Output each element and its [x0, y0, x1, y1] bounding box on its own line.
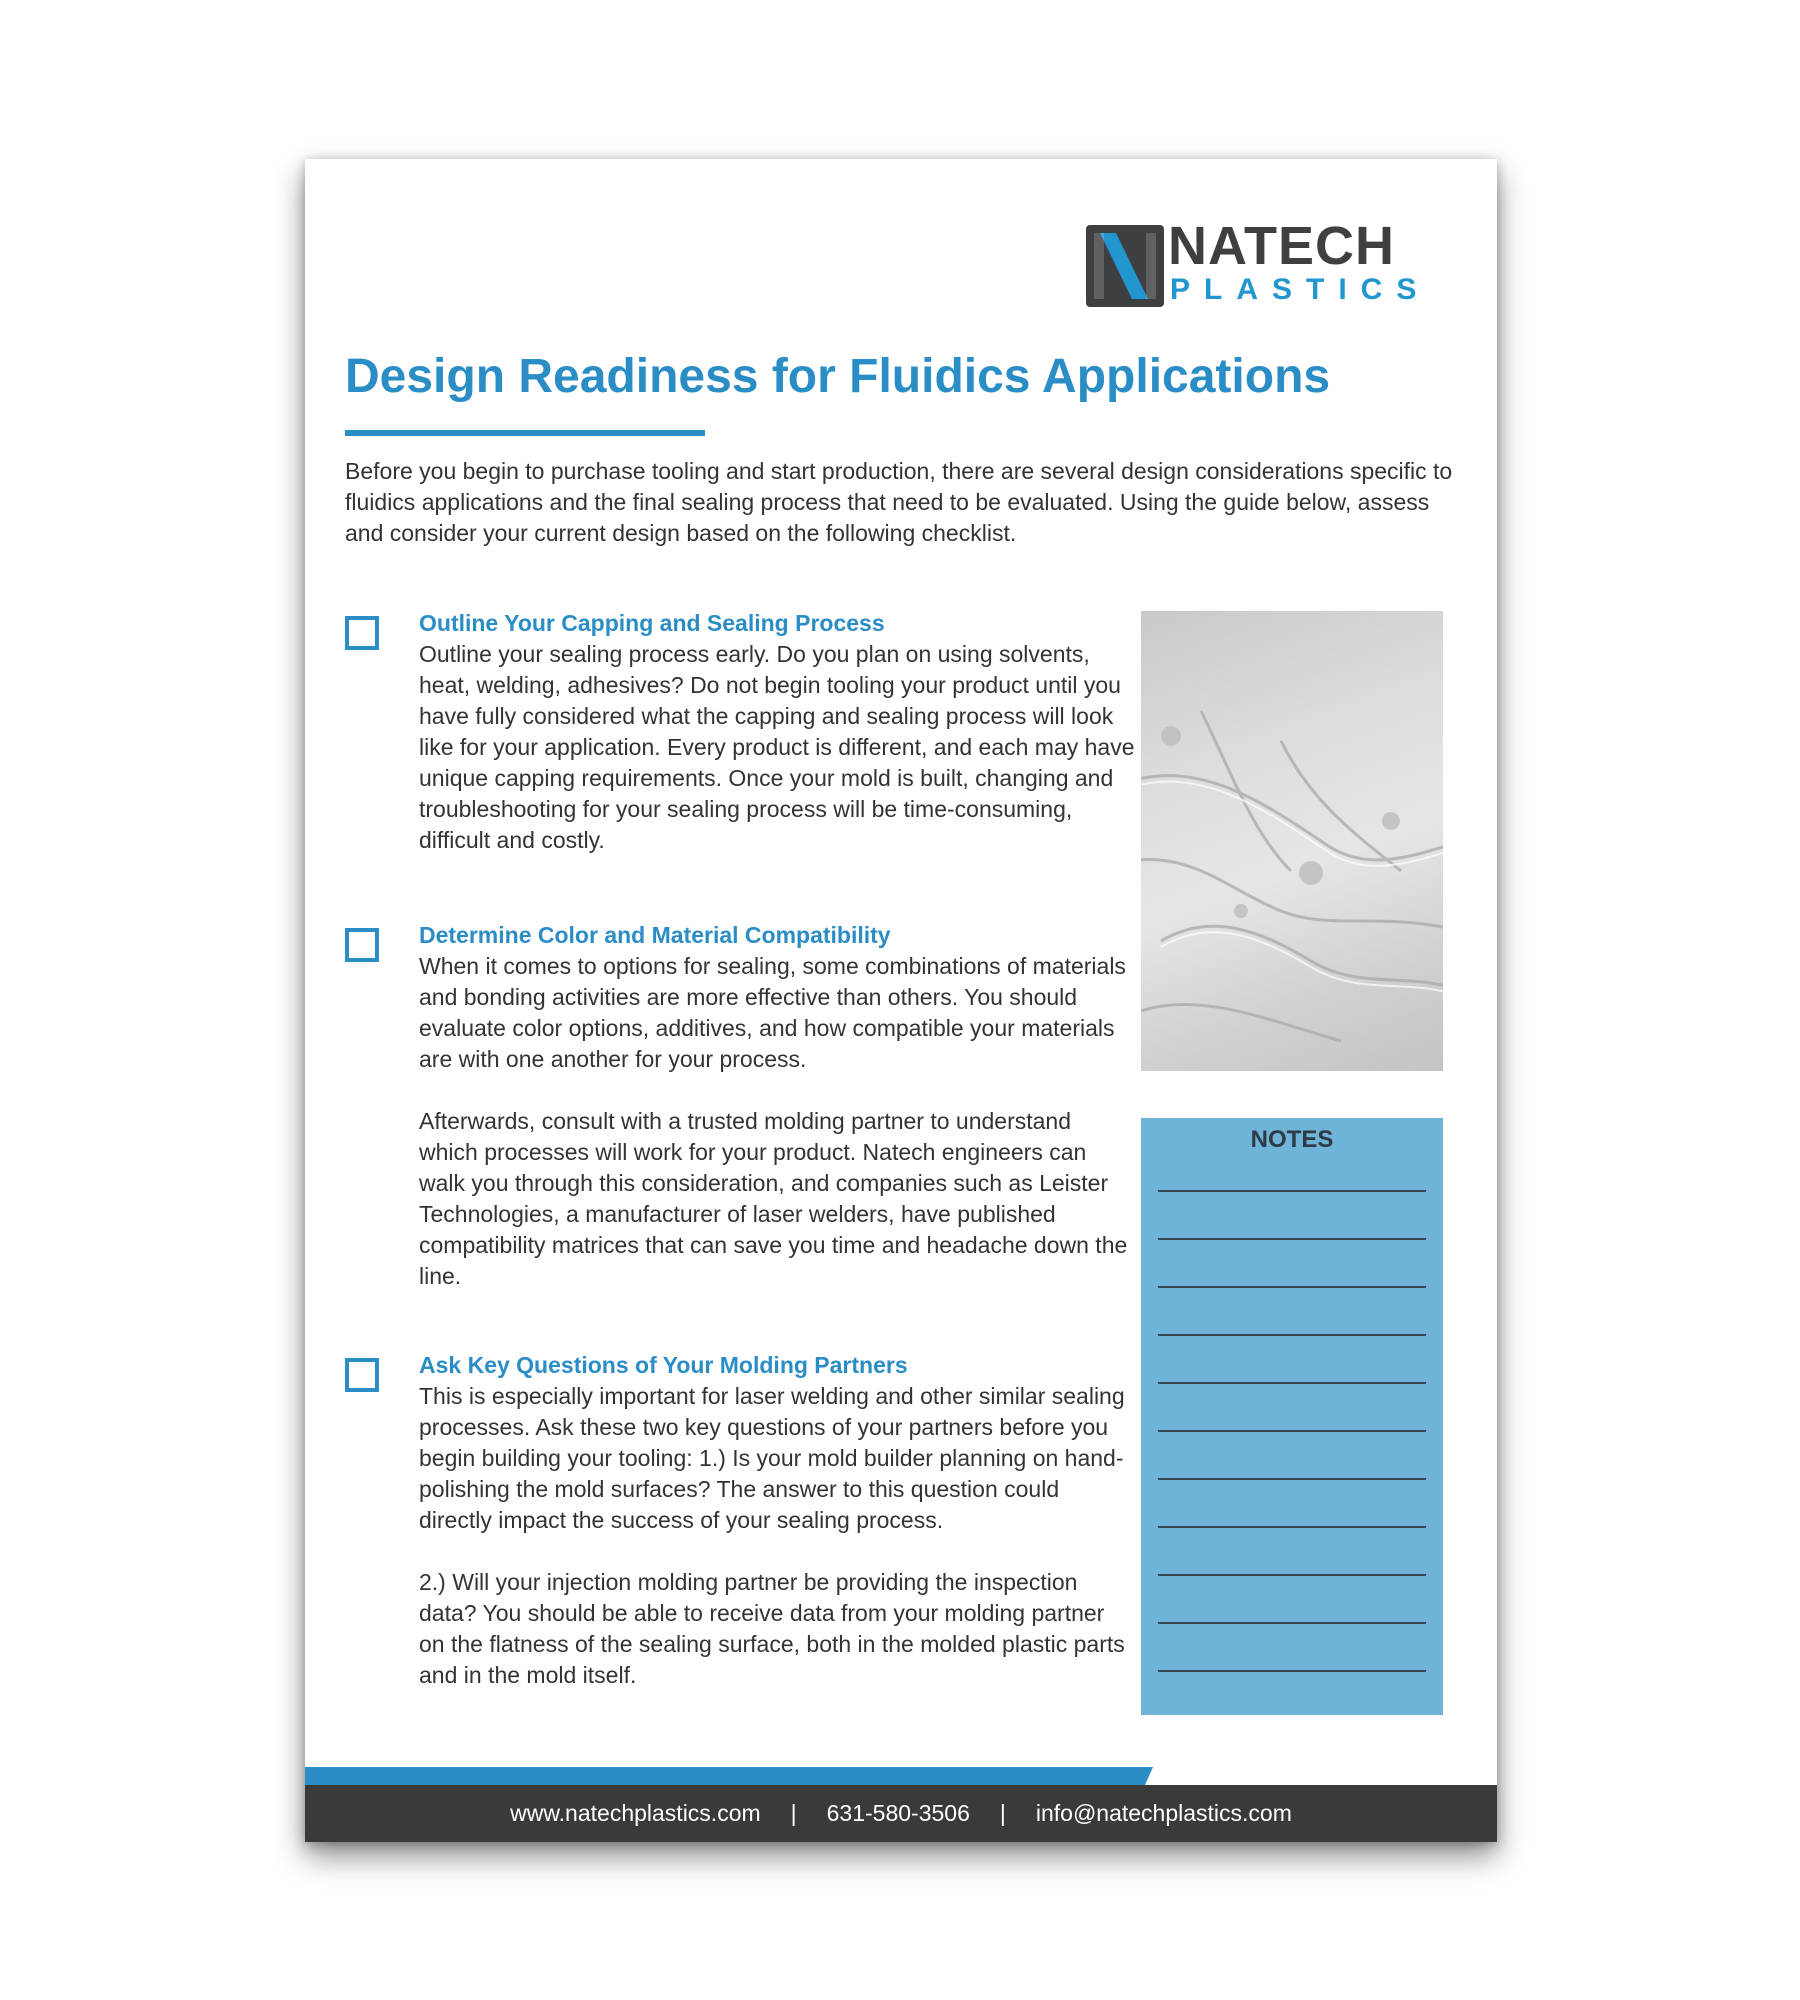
checkbox[interactable]: [345, 616, 379, 650]
checklist-item-title: Ask Key Questions of Your Molding Partners: [419, 1352, 908, 1378]
logo-wordmark-natech: NATECH: [1168, 216, 1395, 276]
note-line[interactable]: [1158, 1574, 1426, 1576]
note-line[interactable]: [1158, 1382, 1426, 1384]
checklist-item-text: Afterwards, consult with a trusted molding partner to understand which processes will work for your product. Natech engineers can walk you through this consideration, and companies such as Leister Technologies, a manufacturer of laser welders, have published compatibility matrices that can save you time and headache down the line.: [419, 1108, 1128, 1289]
checklist-item-title: Outline Your Capping and Sealing Process: [419, 610, 885, 636]
note-line[interactable]: [1158, 1334, 1426, 1336]
note-line[interactable]: [1158, 1478, 1426, 1480]
footer-phone[interactable]: 631-580-3506: [826, 1800, 970, 1826]
checklist-item-text: This is especially important for laser welding and other similar sealing processes. Ask these two key questions of your partners before you begin building your tooling: 1.) Is your mold builder planning on hand-polishing the mold surfaces? The answer to this question could directly impact the success of your sealing process.: [419, 1383, 1125, 1533]
footer-email[interactable]: info@natechplastics.com: [1035, 1800, 1292, 1826]
page-title: Design Readiness for Fluidics Applications: [345, 350, 1331, 403]
footer-accent-stripe-tip: [1145, 1767, 1153, 1785]
notes-title: NOTES: [1250, 1126, 1334, 1153]
note-line[interactable]: [1158, 1670, 1426, 1672]
footer-bar: [305, 1785, 1497, 1842]
checkbox[interactable]: [345, 1358, 379, 1392]
footer-separator: |: [999, 1800, 1006, 1826]
natech-n-mark-icon: [1086, 225, 1164, 307]
footer-separator: |: [790, 1800, 797, 1826]
note-line[interactable]: [1158, 1430, 1426, 1432]
intro-paragraph: Before you begin to purchase tooling and start production, there are several design considerations specific to fluidics applications and the final sealing process that need to be evaluated. Using the guide below, assess and consider your current design based on the following checklist.: [345, 458, 1453, 546]
footer-accent-stripe: [305, 1767, 1145, 1785]
notes-panel: [1141, 1118, 1443, 1715]
checklist-item-text: When it comes to options for sealing, some combinations of materials and bonding activities are more effective than others. You should evaluate color options, additives, and how compatible your materials are with one another for your process.: [419, 953, 1126, 1072]
checklist-item-text: Outline your sealing process early. Do you plan on using solvents, heat, welding, adhesives? Do not begin tooling your product until you have fully considered what the capping and sealing process will look like for your application. Every product is different, and each may have unique capping requirements. Once your mold is built, changing and troubleshooting for your sealing process will be time-consuming, difficult and costly.: [419, 641, 1135, 853]
checklist-item-text: 2.) Will your injection molding partner be providing the inspection data? You should be able to receive data from your molding partner on the flatness of the sealing surface, both in the molded plastic parts and in the mold itself.: [419, 1569, 1125, 1688]
checkbox[interactable]: [345, 928, 379, 962]
note-line[interactable]: [1158, 1190, 1426, 1192]
title-underline: [345, 430, 705, 436]
note-line[interactable]: [1158, 1238, 1426, 1240]
logo-wordmark-plastics: PLASTICS: [1170, 273, 1431, 306]
note-line[interactable]: [1158, 1622, 1426, 1624]
footer-website[interactable]: www.natechplastics.com: [510, 1800, 761, 1826]
note-line[interactable]: [1158, 1526, 1426, 1528]
microfluidic-chip-photo: [1141, 611, 1443, 1071]
natech-logo: [1086, 216, 1431, 307]
document-page: [305, 159, 1497, 1842]
checklist-item-title: Determine Color and Material Compatibility: [419, 922, 891, 948]
note-line[interactable]: [1158, 1286, 1426, 1288]
